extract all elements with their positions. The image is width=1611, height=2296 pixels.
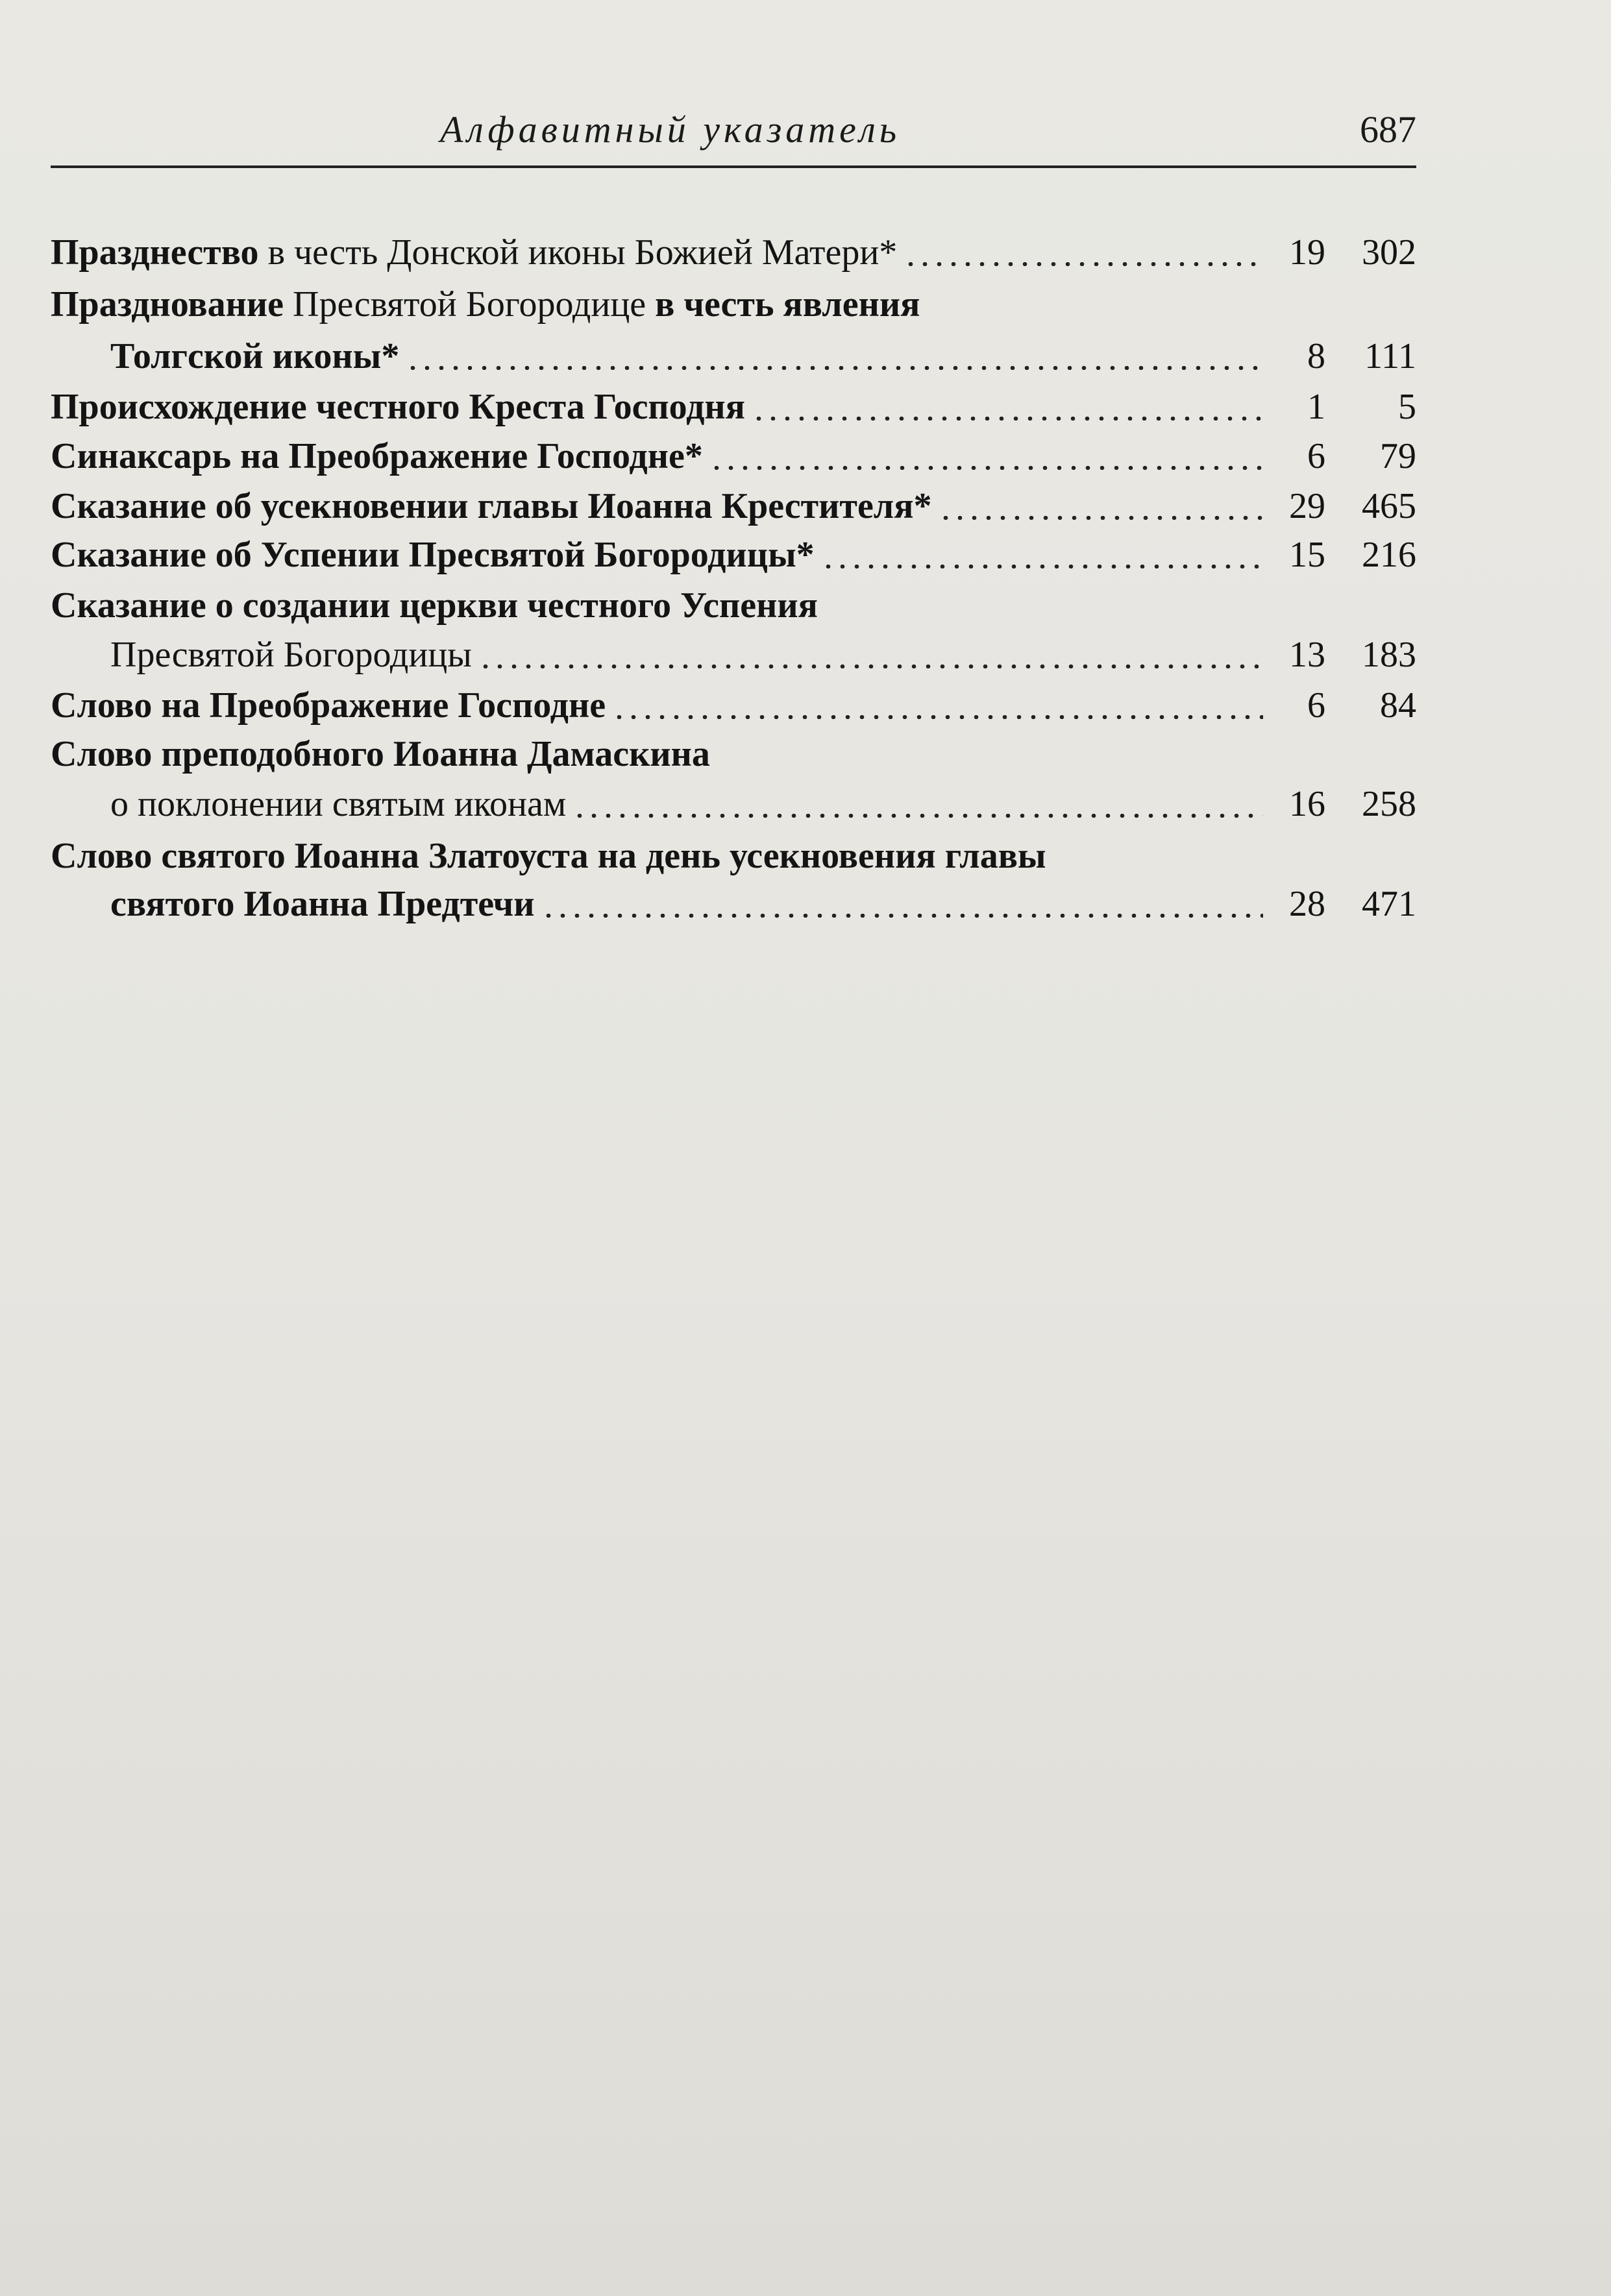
entry-title: [51, 482, 932, 530]
index-entry-line: [51, 681, 1416, 729]
index-entry-line: [51, 531, 1416, 579]
entry-title: [51, 280, 920, 328]
leader-dots: [904, 262, 1263, 266]
index-entry-line: [51, 730, 1416, 778]
entry-volume: 28: [1289, 884, 1325, 924]
entry-title: [51, 581, 818, 629]
entry-title-bold: Синаксарь на Преображение Господне*: [51, 436, 703, 476]
leader-dots: [612, 715, 1263, 719]
entry-title-bold: Празднование: [51, 284, 284, 324]
entry-title: [51, 228, 897, 276]
entry-page: 471: [1362, 884, 1416, 924]
entry-title: [51, 432, 703, 480]
entry-page: 465: [1362, 486, 1416, 526]
entry-title-bold: Толгской иконы*: [110, 336, 400, 376]
index-entry-line: [51, 228, 1416, 276]
entry-title: [110, 880, 535, 928]
entry-title-bold: Сказание об Успении Пресвятой Богородицы*: [51, 535, 815, 575]
index-entry-line: [110, 880, 1416, 928]
entry-title: [51, 531, 815, 579]
entry-title-regular: в честь Донской иконы Божией Матери*: [258, 232, 898, 273]
entry-title: [51, 383, 745, 431]
entry-volume: 15: [1289, 535, 1325, 575]
entry-volume: 19: [1289, 232, 1325, 273]
index-entry-line: [51, 482, 1416, 530]
leader-dots: [478, 665, 1263, 668]
entry-page: 258: [1362, 784, 1416, 824]
leader-dots: [752, 417, 1263, 421]
entry-title-regular: Пресвятой Богородице: [284, 284, 656, 324]
entry-title-bold: Слово преподобного Иоанна Дамаскина: [51, 734, 710, 774]
index-entry-line: [110, 631, 1416, 679]
entry-page: 183: [1362, 635, 1416, 675]
entry-page: 84: [1380, 685, 1416, 726]
entry-page: 5: [1398, 387, 1416, 427]
entry-volume: 6: [1307, 436, 1325, 476]
entry-page: 111: [1364, 336, 1416, 376]
entry-volume: 29: [1289, 486, 1325, 526]
entry-title-bold-continued: в честь явления: [655, 284, 920, 324]
entry-volume: 8: [1307, 336, 1325, 376]
entry-title-bold: Слово на Преображение Господне: [51, 685, 606, 726]
leader-dots: [939, 516, 1263, 520]
index-entry-line: [51, 432, 1416, 480]
entry-title: [51, 730, 710, 778]
entry-title-bold: Сказание об усекновении главы Иоанна Крестителя*: [51, 486, 932, 526]
running-title: Алфавитный указатель: [440, 108, 901, 151]
page-header: [51, 97, 1416, 169]
entry-title: [51, 681, 606, 729]
entry-title-bold: Празднество: [51, 232, 259, 273]
entry-page: 216: [1362, 535, 1416, 575]
entry-page: 302: [1362, 232, 1416, 273]
entry-title-bold: святого Иоанна Предтечи: [110, 884, 535, 924]
entry-title-bold: Происхождение честного Креста Господня: [51, 387, 745, 427]
entry-title: [110, 332, 399, 380]
index-entry-line: [110, 780, 1416, 828]
entry-title: [51, 832, 1046, 880]
entry-volume: 13: [1289, 635, 1325, 675]
page-number: 687: [1360, 108, 1416, 151]
entry-volume: 16: [1289, 784, 1325, 824]
leader-dots: [572, 814, 1263, 818]
index-entry-line: [51, 581, 1416, 629]
index-entry-line: [110, 332, 1416, 380]
entry-title-regular: о поклонении святым иконам: [110, 784, 567, 824]
entry-volume: 1: [1307, 387, 1325, 427]
entry-title-bold: Слово святого Иоанна Златоуста на день усекновения главы: [51, 836, 1046, 876]
index-entry-line: [51, 280, 1416, 328]
leader-dots: [406, 366, 1263, 370]
index-entry-line: [51, 832, 1416, 880]
header-rule: [51, 165, 1416, 168]
entry-title: [110, 631, 472, 679]
leader-dots: [541, 914, 1263, 918]
entry-title-bold: Сказание о создании церкви честного Успения: [51, 585, 818, 626]
entry-volume: 6: [1307, 685, 1325, 726]
leader-dots: [821, 565, 1263, 568]
entry-title: [110, 780, 566, 828]
index-entry-line: [51, 383, 1416, 431]
leader-dots: [709, 466, 1263, 470]
entry-page: 79: [1380, 436, 1416, 476]
entry-title-regular: Пресвятой Богородицы: [110, 635, 472, 675]
